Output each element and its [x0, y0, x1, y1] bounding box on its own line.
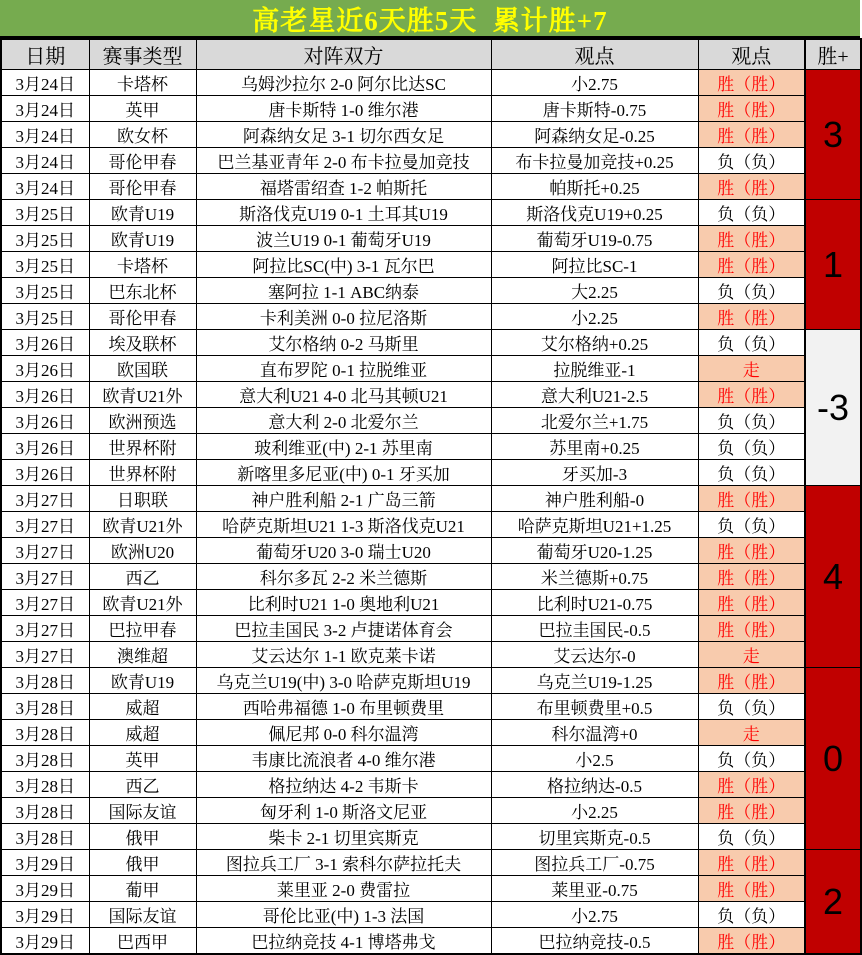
table-row — [1, 460, 861, 486]
league-cell: 哥伦甲春 — [89, 174, 196, 200]
table-row — [1, 200, 861, 226]
match-cell: 佩尼邦 0-0 科尔温湾 — [196, 720, 491, 746]
date-cell: 3月25日 — [1, 304, 89, 330]
result-cell: 负（负） — [698, 200, 805, 226]
match-cell: 匈牙利 1-0 斯洛文尼亚 — [196, 798, 491, 824]
date-cell: 3月27日 — [1, 538, 89, 564]
group-score-cell: 4 — [805, 486, 861, 668]
match-cell: 科尔多瓦 2-2 米兰德斯 — [196, 564, 491, 590]
result-cell: 负（负） — [698, 824, 805, 850]
pick-cell: 阿拉比SC-1 — [491, 252, 698, 278]
league-cell: 欧洲U20 — [89, 538, 196, 564]
column-header-result: 观点 — [698, 39, 805, 70]
table-row — [1, 70, 861, 96]
result-cell: 胜（胜） — [698, 798, 805, 824]
league-cell: 西乙 — [89, 564, 196, 590]
pick-cell: 小2.5 — [491, 746, 698, 772]
date-cell: 3月29日 — [1, 876, 89, 902]
league-cell: 巴东北杯 — [89, 278, 196, 304]
league-cell: 欧洲预选 — [89, 408, 196, 434]
pick-cell: 小2.75 — [491, 70, 698, 96]
table-row — [1, 408, 861, 434]
title-bar — [0, 0, 860, 38]
pick-cell: 布里顿费里+0.5 — [491, 694, 698, 720]
pick-cell: 小2.75 — [491, 902, 698, 928]
result-cell: 负（负） — [698, 460, 805, 486]
match-cell: 玻利维亚(中) 2-1 苏里南 — [196, 434, 491, 460]
table-row — [1, 356, 861, 382]
match-cell: 神户胜利船 2-1 广岛三箭 — [196, 486, 491, 512]
table-row — [1, 824, 861, 850]
pick-cell: 拉脱维亚-1 — [491, 356, 698, 382]
result-cell: 负（负） — [698, 746, 805, 772]
pick-cell: 北爱尔兰+1.75 — [491, 408, 698, 434]
match-cell: 比利时U21 1-0 奥地利U21 — [196, 590, 491, 616]
date-cell: 3月27日 — [1, 642, 89, 668]
league-cell: 世界杯附 — [89, 460, 196, 486]
table-row — [1, 512, 861, 538]
league-cell: 威超 — [89, 694, 196, 720]
table-row — [1, 590, 861, 616]
match-cell: 直布罗陀 0-1 拉脱维亚 — [196, 356, 491, 382]
date-cell: 3月27日 — [1, 486, 89, 512]
result-cell: 胜（胜） — [698, 538, 805, 564]
league-cell: 卡塔杯 — [89, 252, 196, 278]
table-row — [1, 772, 861, 798]
result-cell: 胜（胜） — [698, 876, 805, 902]
date-cell: 3月27日 — [1, 590, 89, 616]
column-header-score: 胜+ — [805, 39, 861, 70]
league-cell: 欧国联 — [89, 356, 196, 382]
date-cell: 3月28日 — [1, 694, 89, 720]
date-cell: 3月25日 — [1, 252, 89, 278]
date-cell: 3月24日 — [1, 96, 89, 122]
match-cell: 葡萄牙U20 3-0 瑞士U20 — [196, 538, 491, 564]
pick-cell: 巴拉纳竞技-0.5 — [491, 928, 698, 955]
league-cell: 英甲 — [89, 96, 196, 122]
pick-cell: 切里宾斯克-0.5 — [491, 824, 698, 850]
date-cell: 3月28日 — [1, 720, 89, 746]
result-cell: 胜（胜） — [698, 174, 805, 200]
result-cell: 胜（胜） — [698, 590, 805, 616]
table-row — [1, 746, 861, 772]
league-cell: 欧青U19 — [89, 668, 196, 694]
league-cell: 国际友谊 — [89, 798, 196, 824]
date-cell: 3月28日 — [1, 668, 89, 694]
date-cell: 3月28日 — [1, 824, 89, 850]
pick-cell: 小2.25 — [491, 798, 698, 824]
date-cell: 3月28日 — [1, 746, 89, 772]
table-row — [1, 278, 861, 304]
match-cell: 巴拉圭国民 3-2 卢捷诺体育会 — [196, 616, 491, 642]
result-cell: 胜（胜） — [698, 850, 805, 876]
match-cell: 福塔雷绍查 1-2 帕斯托 — [196, 174, 491, 200]
pick-cell: 牙买加-3 — [491, 460, 698, 486]
pick-cell: 阿森纳女足-0.25 — [491, 122, 698, 148]
league-cell: 世界杯附 — [89, 434, 196, 460]
league-cell: 欧青U21外 — [89, 512, 196, 538]
table-row — [1, 174, 861, 200]
group-score-cell: -3 — [805, 330, 861, 486]
table-row — [1, 616, 861, 642]
league-cell: 国际友谊 — [89, 902, 196, 928]
match-cell: 乌克兰U19(中) 3-0 哈萨克斯坦U19 — [196, 668, 491, 694]
league-cell: 巴西甲 — [89, 928, 196, 955]
table-row — [1, 902, 861, 928]
result-cell: 胜（胜） — [698, 70, 805, 96]
match-cell: 阿拉比SC(中) 3-1 瓦尔巴 — [196, 252, 491, 278]
match-cell: 乌姆沙拉尔 2-0 阿尔比达SC — [196, 70, 491, 96]
league-cell: 欧青U21外 — [89, 382, 196, 408]
match-cell: 波兰U19 0-1 葡萄牙U19 — [196, 226, 491, 252]
table-row — [1, 330, 861, 356]
table-row — [1, 96, 861, 122]
match-cell: 阿森纳女足 3-1 切尔西女足 — [196, 122, 491, 148]
match-cell: 哥伦比亚(中) 1-3 法国 — [196, 902, 491, 928]
results-table — [0, 38, 862, 955]
league-cell: 欧女杯 — [89, 122, 196, 148]
match-cell: 新喀里多尼亚(中) 0-1 牙买加 — [196, 460, 491, 486]
pick-cell: 米兰德斯+0.75 — [491, 564, 698, 590]
date-cell: 3月24日 — [1, 70, 89, 96]
date-cell: 3月27日 — [1, 564, 89, 590]
result-cell: 胜（胜） — [698, 122, 805, 148]
pick-cell: 巴拉圭国民-0.5 — [491, 616, 698, 642]
table-body — [1, 70, 861, 955]
pick-cell: 帕斯托+0.25 — [491, 174, 698, 200]
date-cell: 3月28日 — [1, 798, 89, 824]
result-cell: 负（负） — [698, 408, 805, 434]
group-score-cell: 2 — [805, 850, 861, 955]
pick-cell: 科尔温湾+0 — [491, 720, 698, 746]
pick-cell: 意大利U21-2.5 — [491, 382, 698, 408]
table-row — [1, 148, 861, 174]
date-cell: 3月26日 — [1, 434, 89, 460]
page-title: 高老星近6天胜5天 累计胜+7 — [252, 5, 608, 36]
pick-cell: 艾尔格纳+0.25 — [491, 330, 698, 356]
table-row — [1, 798, 861, 824]
league-cell: 哥伦甲春 — [89, 304, 196, 330]
table-row — [1, 382, 861, 408]
match-cell: 唐卡斯特 1-0 维尔港 — [196, 96, 491, 122]
match-cell: 莱里亚 2-0 费雷拉 — [196, 876, 491, 902]
result-cell: 负（负） — [698, 694, 805, 720]
column-header-date: 日期 — [1, 39, 89, 70]
pick-cell: 图拉兵工厂-0.75 — [491, 850, 698, 876]
table-row — [1, 694, 861, 720]
pick-cell: 莱里亚-0.75 — [491, 876, 698, 902]
table-row — [1, 850, 861, 876]
table-row — [1, 226, 861, 252]
pick-cell: 神户胜利船-0 — [491, 486, 698, 512]
table-row — [1, 486, 861, 512]
result-cell: 负（负） — [698, 434, 805, 460]
column-header-league: 赛事类型 — [89, 39, 196, 70]
match-cell: 哈萨克斯坦U21 1-3 斯洛伐克U21 — [196, 512, 491, 538]
league-cell: 卡塔杯 — [89, 70, 196, 96]
league-cell: 欧青U21外 — [89, 590, 196, 616]
table-row — [1, 564, 861, 590]
match-cell: 意大利U21 4-0 北马其顿U21 — [196, 382, 491, 408]
date-cell: 3月29日 — [1, 928, 89, 955]
date-cell: 3月26日 — [1, 408, 89, 434]
result-cell: 负（负） — [698, 902, 805, 928]
match-cell: 意大利 2-0 北爱尔兰 — [196, 408, 491, 434]
league-cell: 葡甲 — [89, 876, 196, 902]
result-cell: 胜（胜） — [698, 616, 805, 642]
group-score-cell: 0 — [805, 668, 861, 850]
result-cell: 走 — [698, 356, 805, 382]
date-cell: 3月26日 — [1, 382, 89, 408]
pick-cell: 哈萨克斯坦U21+1.25 — [491, 512, 698, 538]
pick-cell: 苏里南+0.25 — [491, 434, 698, 460]
league-cell: 哥伦甲春 — [89, 148, 196, 174]
pick-cell: 小2.25 — [491, 304, 698, 330]
header-row — [1, 39, 861, 70]
group-score-cell: 3 — [805, 70, 861, 200]
result-cell: 走 — [698, 720, 805, 746]
date-cell: 3月27日 — [1, 512, 89, 538]
result-cell: 负（负） — [698, 330, 805, 356]
table-row — [1, 668, 861, 694]
pick-cell: 唐卡斯特-0.75 — [491, 96, 698, 122]
result-cell: 胜（胜） — [698, 382, 805, 408]
date-cell: 3月24日 — [1, 148, 89, 174]
pick-cell: 比利时U21-0.75 — [491, 590, 698, 616]
pick-cell: 葡萄牙U19-0.75 — [491, 226, 698, 252]
league-cell: 西乙 — [89, 772, 196, 798]
result-cell: 走 — [698, 642, 805, 668]
match-cell: 斯洛伐克U19 0-1 土耳其U19 — [196, 200, 491, 226]
result-cell: 胜（胜） — [698, 564, 805, 590]
result-cell: 胜（胜） — [698, 928, 805, 955]
table-row — [1, 928, 861, 955]
league-cell: 澳维超 — [89, 642, 196, 668]
date-cell: 3月26日 — [1, 460, 89, 486]
date-cell: 3月29日 — [1, 850, 89, 876]
match-cell: 巴拉纳竞技 4-1 博塔弗戈 — [196, 928, 491, 955]
result-cell: 胜（胜） — [698, 252, 805, 278]
result-cell: 负（负） — [698, 148, 805, 174]
date-cell: 3月25日 — [1, 200, 89, 226]
pick-cell: 斯洛伐克U19+0.25 — [491, 200, 698, 226]
date-cell: 3月28日 — [1, 772, 89, 798]
result-cell: 胜（胜） — [698, 304, 805, 330]
league-cell: 日职联 — [89, 486, 196, 512]
pick-cell: 艾云达尔-0 — [491, 642, 698, 668]
match-cell: 柴卡 2-1 切里宾斯克 — [196, 824, 491, 850]
league-cell: 威超 — [89, 720, 196, 746]
table-row — [1, 876, 861, 902]
pick-cell: 大2.25 — [491, 278, 698, 304]
match-cell: 卡利美洲 0-0 拉尼洛斯 — [196, 304, 491, 330]
match-cell: 艾尔格纳 0-2 马斯里 — [196, 330, 491, 356]
date-cell: 3月24日 — [1, 122, 89, 148]
table-row — [1, 304, 861, 330]
table-row — [1, 122, 861, 148]
league-cell: 俄甲 — [89, 824, 196, 850]
league-cell: 欧青U19 — [89, 200, 196, 226]
table-row — [1, 538, 861, 564]
table-row — [1, 434, 861, 460]
result-cell: 负（负） — [698, 278, 805, 304]
league-cell: 英甲 — [89, 746, 196, 772]
date-cell: 3月26日 — [1, 330, 89, 356]
column-header-match: 对阵双方 — [196, 39, 491, 70]
match-cell: 巴兰基亚青年 2-0 布卡拉曼加竞技 — [196, 148, 491, 174]
match-cell: 图拉兵工厂 3-1 索科尔萨拉托夫 — [196, 850, 491, 876]
league-cell: 巴拉甲春 — [89, 616, 196, 642]
league-cell: 欧青U19 — [89, 226, 196, 252]
column-header-pick: 观点 — [491, 39, 698, 70]
league-cell: 俄甲 — [89, 850, 196, 876]
league-cell: 埃及联杯 — [89, 330, 196, 356]
group-score-cell: 1 — [805, 200, 861, 330]
date-cell: 3月25日 — [1, 278, 89, 304]
date-cell: 3月29日 — [1, 902, 89, 928]
date-cell: 3月26日 — [1, 356, 89, 382]
result-cell: 胜（胜） — [698, 772, 805, 798]
result-cell: 胜（胜） — [698, 96, 805, 122]
pick-cell: 格拉纳达-0.5 — [491, 772, 698, 798]
result-cell: 胜（胜） — [698, 668, 805, 694]
result-cell: 负（负） — [698, 512, 805, 538]
result-cell: 胜（胜） — [698, 486, 805, 512]
table-row — [1, 642, 861, 668]
date-cell: 3月27日 — [1, 616, 89, 642]
match-cell: 艾云达尔 1-1 欧克莱卡诺 — [196, 642, 491, 668]
date-cell: 3月24日 — [1, 174, 89, 200]
table-row — [1, 720, 861, 746]
match-cell: 塞阿拉 1-1 ABC纳泰 — [196, 278, 491, 304]
pick-cell: 乌克兰U19-1.25 — [491, 668, 698, 694]
pick-cell: 布卡拉曼加竞技+0.25 — [491, 148, 698, 174]
match-cell: 西哈弗福德 1-0 布里顿费里 — [196, 694, 491, 720]
match-cell: 格拉纳达 4-2 韦斯卡 — [196, 772, 491, 798]
result-cell: 胜（胜） — [698, 226, 805, 252]
pick-cell: 葡萄牙U20-1.25 — [491, 538, 698, 564]
table-row — [1, 252, 861, 278]
date-cell: 3月25日 — [1, 226, 89, 252]
match-cell: 韦康比流浪者 4-0 维尔港 — [196, 746, 491, 772]
